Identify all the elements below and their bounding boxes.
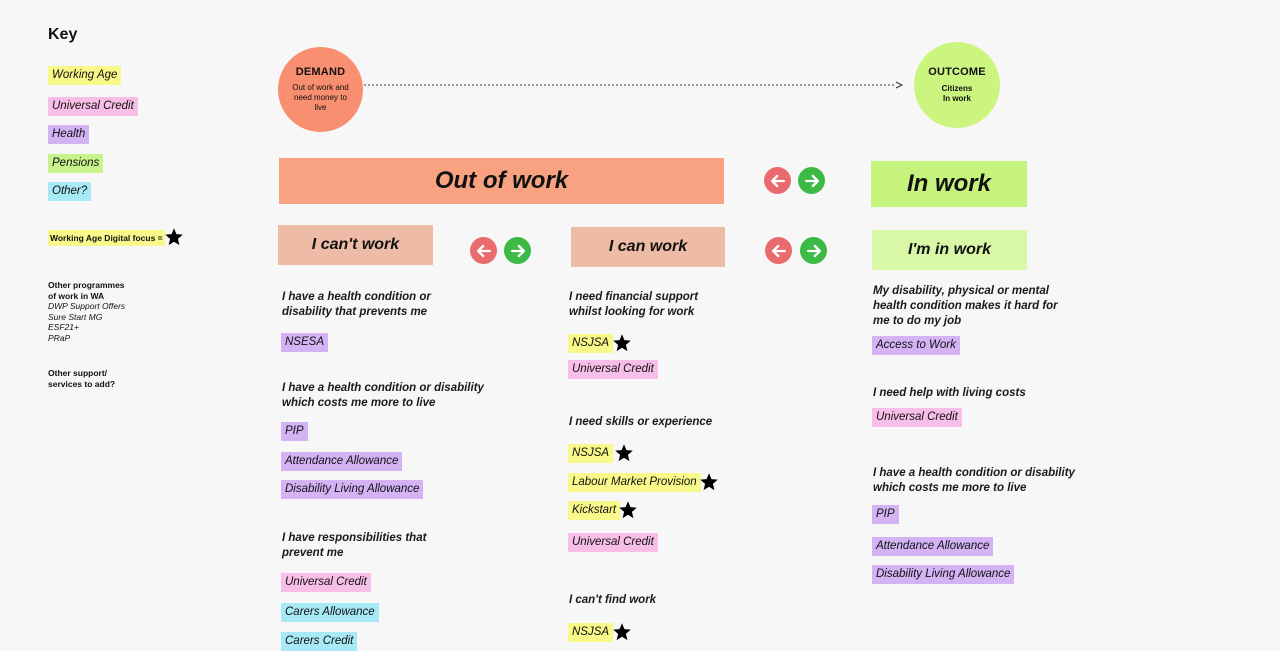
arrow-right-icon: [508, 241, 528, 261]
tag-nsjsa: NSJSA: [568, 334, 613, 353]
arrow-right-button[interactable]: [504, 237, 531, 264]
tag-attendance-allowance: Attendance Allowance: [872, 537, 993, 556]
star-icon: [614, 443, 634, 463]
tag-attendance-allowance: Attendance Allowance: [281, 452, 402, 471]
tag-disability-living-allowance: Disability Living Allowance: [281, 480, 423, 499]
tag-universal-credit: Universal Credit: [568, 533, 658, 552]
star-icon: [612, 333, 632, 353]
star-icon: [618, 500, 638, 520]
other-programmes: [48, 280, 168, 343]
demand-line-3: live: [314, 103, 327, 112]
arrow-left-icon: [769, 241, 789, 261]
arrow-left-button[interactable]: [765, 237, 792, 264]
question-health-costs: I have a health condition or disability which costs me more to live: [282, 382, 484, 409]
question-health-prevents: I have a health condition or disability that prevents me: [282, 291, 431, 318]
question-financial-support: I need financial support whilst looking for work: [569, 291, 699, 318]
tag-universal-credit: Universal Credit: [568, 360, 658, 379]
tag-nsjsa: NSJSA: [568, 623, 613, 642]
cant-work-banner: I can't work: [278, 225, 433, 265]
tag-access-to-work: Access to Work: [872, 336, 960, 355]
can-work-banner: I can work: [571, 227, 725, 267]
key-health: Health: [48, 125, 89, 144]
other-programmes-heading-2: of work in WA: [48, 290, 105, 301]
outcome-circle: [914, 42, 1000, 128]
demand-circle: [278, 47, 363, 132]
question-hard-to-do-job: My disability, physical or mental health condition makes it hard for me to do my job: [873, 285, 1058, 327]
tag-disability-living-allowance: Disability Living Allowance: [872, 565, 1014, 584]
question-cant-find-work: I can't find work: [569, 594, 657, 606]
key-digital-focus: Working Age Digital focus =: [48, 230, 165, 246]
demand-line-2: need money to: [294, 93, 347, 102]
tag-carers-credit: Carers Credit: [281, 632, 357, 651]
other-programme-item: ESF21+: [48, 322, 79, 332]
key-other: Other?: [48, 182, 91, 201]
outcome-title: OUTCOME: [928, 66, 986, 78]
tag-kickstart: Kickstart: [568, 501, 620, 520]
outcome-line-2: In work: [942, 94, 971, 103]
arrow-right-button[interactable]: [800, 237, 827, 264]
tag-nsjsa: NSJSA: [568, 444, 613, 463]
outcome-line-1: Citizens: [941, 84, 973, 93]
arrow-left-button[interactable]: [764, 167, 791, 194]
other-programmes-heading-1: Other programmes: [48, 280, 125, 290]
key-working-age: Working Age: [48, 66, 121, 85]
tag-universal-credit: Universal Credit: [281, 573, 371, 592]
in-work-banner: In work: [871, 161, 1027, 207]
star-icon: [612, 622, 632, 642]
im-in-work-banner: I'm in work: [872, 230, 1027, 270]
arrow-right-icon: [804, 241, 824, 261]
star-icon: [164, 227, 184, 247]
tag-carers-allowance: Carers Allowance: [281, 603, 379, 622]
arrow-left-icon: [474, 241, 494, 261]
other-support: [48, 368, 168, 389]
tag-pip: PIP: [872, 505, 899, 524]
star-icon: [699, 472, 719, 492]
out-of-work-banner: Out of work: [279, 158, 724, 204]
demand-outcome-connector: [364, 80, 904, 90]
question-living-costs: I need help with living costs: [873, 387, 1026, 399]
arrow-right-button[interactable]: [798, 167, 825, 194]
other-programme-item: DWP Support Offers: [48, 301, 126, 311]
key-pensions: Pensions: [48, 154, 103, 173]
other-programme-item: Sure Start MG: [48, 311, 103, 322]
arrow-right-icon: [802, 171, 822, 191]
key-title: Key: [48, 26, 78, 43]
question-skills-experience: I need skills or experience: [569, 416, 713, 428]
demand-line-1: Out of work and: [292, 83, 349, 92]
arrow-left-button[interactable]: [470, 237, 497, 264]
tag-labour-market-provision: Labour Market Provision: [568, 473, 701, 492]
tag-nsesa: NSESA: [281, 333, 328, 352]
other-support-line-1: Other support/: [48, 368, 108, 378]
tag-pip: PIP: [281, 422, 308, 441]
key-universal-credit: Universal Credit: [48, 97, 138, 116]
demand-title: DEMAND: [295, 66, 346, 78]
question-health-costs-in-work: I have a health condition or disability which costs me more to live: [873, 467, 1075, 494]
arrow-left-icon: [768, 171, 788, 191]
tag-universal-credit: Universal Credit: [872, 408, 962, 427]
question-responsibilities: I have responsibilities that prevent me: [282, 532, 427, 559]
other-support-line-2: services to add?: [48, 378, 116, 389]
other-programme-item: PRaP: [48, 332, 71, 343]
